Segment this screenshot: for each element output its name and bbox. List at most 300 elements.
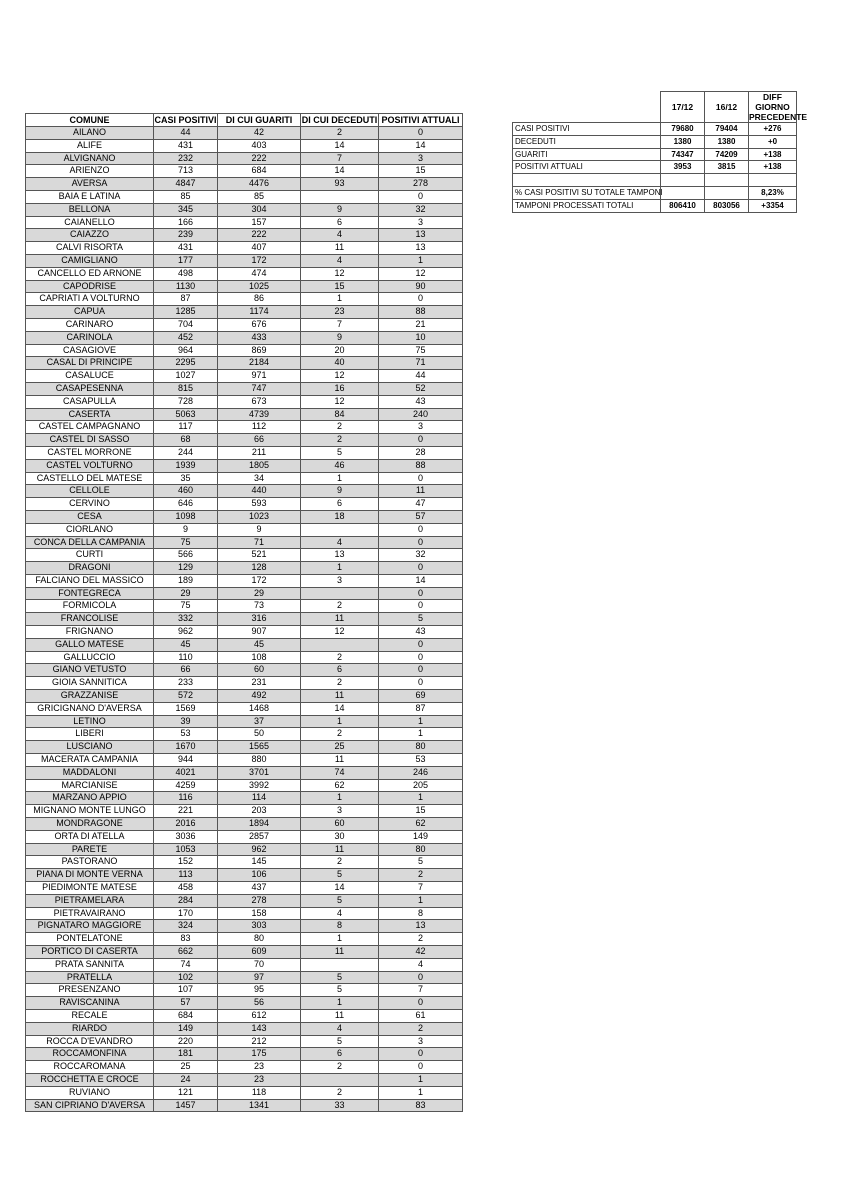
table-row — [26, 139, 463, 152]
header-guariti: DI CUI GUARITI — [218, 114, 301, 127]
cell-casi-positivi: 75 — [154, 600, 218, 613]
cell-casi-positivi: 431 — [154, 139, 218, 152]
table-row — [26, 190, 463, 203]
cell-comune: MARCIANISE — [26, 779, 154, 792]
cell-guariti: 316 — [218, 613, 301, 626]
cell-casi-positivi: 345 — [154, 203, 218, 216]
cell-positivi-attuali: 0 — [379, 190, 463, 203]
summary-row — [513, 161, 797, 174]
cell-comune: GALLUCCIO — [26, 651, 154, 664]
table-row — [26, 165, 463, 178]
cell-positivi-attuali: 1 — [379, 894, 463, 907]
cell-guariti: 1805 — [218, 459, 301, 472]
cell-positivi-attuali: 0 — [379, 434, 463, 447]
table-row — [26, 229, 463, 242]
summary-diff: +3354 — [749, 199, 797, 212]
cell-guariti: 304 — [218, 203, 301, 216]
cell-comune: CARINARO — [26, 318, 154, 331]
cell-guariti: 143 — [218, 1022, 301, 1035]
cell-guariti: 34 — [218, 472, 301, 485]
cell-casi-positivi: 704 — [154, 318, 218, 331]
cell-casi-positivi: 566 — [154, 549, 218, 562]
cell-guariti: 676 — [218, 318, 301, 331]
comuni-table-body — [26, 127, 463, 1112]
cell-casi-positivi: 121 — [154, 1086, 218, 1099]
cell-positivi-attuali: 10 — [379, 331, 463, 344]
table-row — [26, 536, 463, 549]
cell-guariti: 1023 — [218, 510, 301, 523]
cell-deceduti: 14 — [301, 882, 379, 895]
table-row — [26, 216, 463, 229]
cell-deceduti: 2 — [301, 127, 379, 140]
summary-value-1712: 79680 — [661, 123, 705, 136]
cell-casi-positivi: 181 — [154, 1048, 218, 1061]
cell-deceduti — [301, 190, 379, 203]
summary-row — [513, 199, 797, 212]
cell-guariti: 45 — [218, 638, 301, 651]
cell-casi-positivi: 25 — [154, 1061, 218, 1074]
cell-casi-positivi: 68 — [154, 434, 218, 447]
cell-guariti: 231 — [218, 677, 301, 690]
header-deceduti: DI CUI DECEDUTI — [301, 115, 378, 125]
cell-comune: CALVI RISORTA — [26, 242, 154, 255]
table-row — [26, 178, 463, 191]
table-row — [26, 434, 463, 447]
cell-casi-positivi: 815 — [154, 382, 218, 395]
cell-deceduti: 1 — [301, 562, 379, 575]
cell-guariti: 440 — [218, 485, 301, 498]
cell-positivi-attuali: 2 — [379, 933, 463, 946]
cell-deceduti: 40 — [301, 357, 379, 370]
cell-guariti: 1565 — [218, 741, 301, 754]
cell-guariti: 907 — [218, 626, 301, 639]
summary-diff: +0 — [749, 135, 797, 148]
cell-guariti: 114 — [218, 792, 301, 805]
summary-label: % CASI POSITIVI SU TOTALE TAMPONI — [513, 186, 661, 199]
cell-casi-positivi: 102 — [154, 971, 218, 984]
cell-comune: BELLONA — [26, 203, 154, 216]
cell-positivi-attuali: 90 — [379, 280, 463, 293]
cell-positivi-attuali: 32 — [379, 203, 463, 216]
summary-value-1712: 3953 — [661, 161, 705, 174]
table-row — [26, 1061, 463, 1074]
table-row — [26, 754, 463, 767]
table-row — [26, 408, 463, 421]
cell-comune: CAIANELLO — [26, 216, 154, 229]
cell-deceduti: 9 — [301, 203, 379, 216]
cell-deceduti: 20 — [301, 344, 379, 357]
cell-positivi-attuali: 53 — [379, 754, 463, 767]
cell-positivi-attuali: 4 — [379, 958, 463, 971]
cell-deceduti: 2 — [301, 421, 379, 434]
table-row — [26, 856, 463, 869]
cell-deceduti: 11 — [301, 690, 379, 703]
cell-positivi-attuali: 80 — [379, 741, 463, 754]
cell-deceduti: 15 — [301, 280, 379, 293]
cell-positivi-attuali: 0 — [379, 293, 463, 306]
cell-comune: FRIGNANO — [26, 626, 154, 639]
cell-deceduti: 1 — [301, 933, 379, 946]
cell-casi-positivi: 1130 — [154, 280, 218, 293]
cell-comune: AILANO — [26, 127, 154, 140]
cell-casi-positivi: 85 — [154, 190, 218, 203]
cell-comune: ALVIGNANO — [26, 152, 154, 165]
cell-positivi-attuali: 1 — [379, 792, 463, 805]
table-row — [26, 664, 463, 677]
cell-deceduti: 7 — [301, 152, 379, 165]
summary-diff: +138 — [749, 161, 797, 174]
cell-deceduti: 25 — [301, 741, 379, 754]
summary-label: DECEDUTI — [513, 135, 661, 148]
cell-positivi-attuali: 0 — [379, 472, 463, 485]
cell-guariti: 157 — [218, 216, 301, 229]
table-row — [26, 1048, 463, 1061]
cell-comune: CASAPESENNA — [26, 382, 154, 395]
cell-guariti: 172 — [218, 254, 301, 267]
cell-positivi-attuali: 3 — [379, 1035, 463, 1048]
cell-positivi-attuali: 61 — [379, 1009, 463, 1022]
cell-casi-positivi: 458 — [154, 882, 218, 895]
cell-guariti: 433 — [218, 331, 301, 344]
cell-deceduti: 11 — [301, 1009, 379, 1022]
cell-deceduti: 2 — [301, 434, 379, 447]
cell-deceduti: 6 — [301, 1048, 379, 1061]
cell-casi-positivi: 332 — [154, 613, 218, 626]
cell-casi-positivi: 498 — [154, 267, 218, 280]
cell-positivi-attuali: 0 — [379, 677, 463, 690]
summary-label — [513, 174, 661, 187]
cell-deceduti: 16 — [301, 382, 379, 395]
table-row — [26, 613, 463, 626]
table-row — [26, 702, 463, 715]
cell-comune: ALIFE — [26, 139, 154, 152]
cell-comune: RECALE — [26, 1009, 154, 1022]
cell-deceduti: 2 — [301, 651, 379, 664]
cell-positivi-attuali: 57 — [379, 510, 463, 523]
cell-guariti: 747 — [218, 382, 301, 395]
cell-casi-positivi: 57 — [154, 997, 218, 1010]
cell-guariti: 158 — [218, 907, 301, 920]
cell-guariti: 71 — [218, 536, 301, 549]
cell-guariti: 108 — [218, 651, 301, 664]
summary-label: TAMPONI PROCESSATI TOTALI — [513, 199, 661, 212]
cell-deceduti — [301, 523, 379, 536]
summary-value-1612: 803056 — [705, 199, 749, 212]
cell-guariti: 612 — [218, 1009, 301, 1022]
cell-positivi-attuali: 0 — [379, 664, 463, 677]
cell-guariti: 2857 — [218, 830, 301, 843]
cell-casi-positivi: 149 — [154, 1022, 218, 1035]
cell-deceduti: 46 — [301, 459, 379, 472]
cell-positivi-attuali: 0 — [379, 997, 463, 1010]
cell-casi-positivi: 66 — [154, 664, 218, 677]
cell-positivi-attuali: 88 — [379, 306, 463, 319]
cell-comune: PRATA SANNITA — [26, 958, 154, 971]
table-row — [26, 638, 463, 651]
cell-casi-positivi: 239 — [154, 229, 218, 242]
cell-positivi-attuali: 11 — [379, 485, 463, 498]
cell-deceduti: 2 — [301, 728, 379, 741]
cell-casi-positivi: 431 — [154, 242, 218, 255]
cell-deceduti: 5 — [301, 984, 379, 997]
cell-deceduti: 1 — [301, 997, 379, 1010]
cell-comune: DRAGONI — [26, 562, 154, 575]
cell-casi-positivi: 1939 — [154, 459, 218, 472]
cell-guariti: 4739 — [218, 408, 301, 421]
table-row — [26, 485, 463, 498]
table-row — [26, 1086, 463, 1099]
cell-guariti: 2184 — [218, 357, 301, 370]
table-row — [26, 741, 463, 754]
cell-casi-positivi: 964 — [154, 344, 218, 357]
summary-header-date-1: 17/12 — [661, 92, 705, 123]
table-row — [26, 984, 463, 997]
cell-positivi-attuali: 0 — [379, 1048, 463, 1061]
cell-comune: PIANA DI MONTE VERNA — [26, 869, 154, 882]
cell-deceduti: 4 — [301, 254, 379, 267]
table-row — [26, 997, 463, 1010]
cell-comune: CAPRIATI A VOLTURNO — [26, 293, 154, 306]
cell-guariti: 56 — [218, 997, 301, 1010]
table-row — [26, 958, 463, 971]
summary-table — [512, 91, 808, 213]
table-row — [26, 1099, 463, 1112]
cell-guariti: 3992 — [218, 779, 301, 792]
table-row — [26, 933, 463, 946]
cell-comune: PIETRAVAIRANO — [26, 907, 154, 920]
cell-positivi-attuali: 43 — [379, 626, 463, 639]
cell-casi-positivi: 113 — [154, 869, 218, 882]
cell-deceduti: 11 — [301, 754, 379, 767]
cell-comune: BAIA E LATINA — [26, 190, 154, 203]
cell-guariti: 684 — [218, 165, 301, 178]
cell-deceduti: 12 — [301, 626, 379, 639]
table-row — [26, 766, 463, 779]
cell-positivi-attuali: 0 — [379, 536, 463, 549]
cell-positivi-attuali: 15 — [379, 805, 463, 818]
cell-comune: ROCCAROMANA — [26, 1061, 154, 1074]
table-row — [26, 421, 463, 434]
cell-comune: PRATELLA — [26, 971, 154, 984]
cell-positivi-attuali: 0 — [379, 600, 463, 613]
table-row — [26, 446, 463, 459]
cell-deceduti: 11 — [301, 843, 379, 856]
cell-deceduti: 74 — [301, 766, 379, 779]
cell-positivi-attuali: 12 — [379, 267, 463, 280]
cell-comune: CASTEL MORRONE — [26, 446, 154, 459]
cell-comune: FONTEGRECA — [26, 587, 154, 600]
cell-casi-positivi: 662 — [154, 946, 218, 959]
cell-positivi-attuali: 240 — [379, 408, 463, 421]
summary-value-1712 — [661, 186, 705, 199]
summary-diff: 8,23% — [749, 186, 797, 199]
summary-value-1712: 806410 — [661, 199, 705, 212]
table-row — [26, 382, 463, 395]
cell-deceduti — [301, 638, 379, 651]
cell-casi-positivi: 152 — [154, 856, 218, 869]
cell-positivi-attuali: 14 — [379, 574, 463, 587]
cell-deceduti: 2 — [301, 600, 379, 613]
cell-deceduti: 1 — [301, 293, 379, 306]
cell-casi-positivi: 572 — [154, 690, 218, 703]
cell-deceduti: 3 — [301, 574, 379, 587]
cell-positivi-attuali: 52 — [379, 382, 463, 395]
cell-comune: MARZANO APPIO — [26, 792, 154, 805]
cell-comune: CASAPULLA — [26, 395, 154, 408]
cell-positivi-attuali: 28 — [379, 446, 463, 459]
cell-positivi-attuali: 13 — [379, 229, 463, 242]
cell-guariti: 172 — [218, 574, 301, 587]
cell-positivi-attuali: 246 — [379, 766, 463, 779]
table-row — [26, 498, 463, 511]
cell-comune: LIBERI — [26, 728, 154, 741]
cell-casi-positivi: 116 — [154, 792, 218, 805]
cell-guariti: 593 — [218, 498, 301, 511]
cell-deceduti: 5 — [301, 446, 379, 459]
cell-positivi-attuali: 205 — [379, 779, 463, 792]
cell-casi-positivi: 44 — [154, 127, 218, 140]
cell-positivi-attuali: 0 — [379, 523, 463, 536]
cell-casi-positivi: 87 — [154, 293, 218, 306]
cell-positivi-attuali: 75 — [379, 344, 463, 357]
summary-row — [513, 186, 797, 199]
header-casi-positivi: CASI POSITIVI — [154, 115, 217, 125]
summary-value-1712 — [661, 174, 705, 187]
cell-deceduti: 30 — [301, 830, 379, 843]
cell-deceduti: 93 — [301, 178, 379, 191]
cell-comune: GRAZZANISE — [26, 690, 154, 703]
cell-deceduti — [301, 958, 379, 971]
cell-guariti: 85 — [218, 190, 301, 203]
cell-deceduti: 60 — [301, 818, 379, 831]
table-row — [26, 523, 463, 536]
cell-deceduti: 13 — [301, 549, 379, 562]
cell-comune: CASTEL DI SASSO — [26, 434, 154, 447]
cell-deceduti: 1 — [301, 472, 379, 485]
cell-deceduti: 62 — [301, 779, 379, 792]
cell-guariti: 175 — [218, 1048, 301, 1061]
cell-casi-positivi: 244 — [154, 446, 218, 459]
cell-guariti: 962 — [218, 843, 301, 856]
cell-casi-positivi: 75 — [154, 536, 218, 549]
table-row — [26, 792, 463, 805]
table-row — [26, 690, 463, 703]
table-row — [26, 510, 463, 523]
table-row — [26, 318, 463, 331]
summary-row — [513, 135, 797, 148]
cell-comune: CASALUCE — [26, 370, 154, 383]
table-row — [26, 677, 463, 690]
cell-positivi-attuali: 62 — [379, 818, 463, 831]
cell-deceduti: 5 — [301, 869, 379, 882]
cell-casi-positivi: 170 — [154, 907, 218, 920]
cell-deceduti: 6 — [301, 664, 379, 677]
table-row — [26, 779, 463, 792]
table-row — [26, 472, 463, 485]
cell-casi-positivi: 74 — [154, 958, 218, 971]
cell-comune: ROCCHETTA E CROCE — [26, 1073, 154, 1086]
table-row — [26, 1035, 463, 1048]
cell-deceduti: 5 — [301, 971, 379, 984]
cell-casi-positivi: 684 — [154, 1009, 218, 1022]
cell-casi-positivi: 233 — [154, 677, 218, 690]
table-row — [26, 1009, 463, 1022]
cell-positivi-attuali: 7 — [379, 882, 463, 895]
cell-casi-positivi: 324 — [154, 920, 218, 933]
cell-guariti: 403 — [218, 139, 301, 152]
cell-deceduti: 12 — [301, 395, 379, 408]
cell-casi-positivi: 45 — [154, 638, 218, 651]
table-row — [26, 882, 463, 895]
summary-header-date-2: 16/12 — [705, 92, 749, 123]
cell-comune: CAIAZZO — [26, 229, 154, 242]
cell-comune: CASTEL CAMPAGNANO — [26, 421, 154, 434]
summary-label: CASI POSITIVI — [513, 123, 661, 136]
cell-casi-positivi: 107 — [154, 984, 218, 997]
cell-guariti: 1894 — [218, 818, 301, 831]
cell-positivi-attuali: 88 — [379, 459, 463, 472]
cell-comune: FRANCOLISE — [26, 613, 154, 626]
cell-casi-positivi: 24 — [154, 1073, 218, 1086]
cell-casi-positivi: 1098 — [154, 510, 218, 523]
cell-comune: ARIENZO — [26, 165, 154, 178]
table-row — [26, 254, 463, 267]
header-positivi-attuali: POSITIVI ATTUALI — [379, 114, 463, 127]
table-row — [26, 370, 463, 383]
cell-casi-positivi: 1027 — [154, 370, 218, 383]
cell-casi-positivi: 962 — [154, 626, 218, 639]
cell-comune: CASERTA — [26, 408, 154, 421]
cell-deceduti: 3 — [301, 805, 379, 818]
cell-guariti: 1468 — [218, 702, 301, 715]
cell-comune: RAVISCANINA — [26, 997, 154, 1010]
cell-comune: FALCIANO DEL MASSICO — [26, 574, 154, 587]
cell-positivi-attuali: 13 — [379, 242, 463, 255]
cell-casi-positivi: 728 — [154, 395, 218, 408]
cell-guariti: 66 — [218, 434, 301, 447]
cell-guariti: 673 — [218, 395, 301, 408]
cell-casi-positivi: 2016 — [154, 818, 218, 831]
cell-guariti: 70 — [218, 958, 301, 971]
cell-comune: MADDALONI — [26, 766, 154, 779]
cell-guariti: 73 — [218, 600, 301, 613]
table-row — [26, 600, 463, 613]
cell-comune: GIOIA SANNITICA — [26, 677, 154, 690]
table-row — [26, 971, 463, 984]
cell-casi-positivi: 1670 — [154, 741, 218, 754]
cell-guariti: 407 — [218, 242, 301, 255]
cell-deceduti: 2 — [301, 677, 379, 690]
cell-positivi-attuali: 0 — [379, 127, 463, 140]
table-row — [26, 203, 463, 216]
cell-guariti: 521 — [218, 549, 301, 562]
cell-comune: CAPUA — [26, 306, 154, 319]
cell-casi-positivi: 1569 — [154, 702, 218, 715]
cell-guariti: 23 — [218, 1061, 301, 1074]
cell-positivi-attuali: 47 — [379, 498, 463, 511]
cell-deceduti: 5 — [301, 894, 379, 907]
summary-value-1712: 1380 — [661, 135, 705, 148]
cell-deceduti: 4 — [301, 229, 379, 242]
cell-guariti: 609 — [218, 946, 301, 959]
cell-deceduti: 7 — [301, 318, 379, 331]
cell-positivi-attuali: 15 — [379, 165, 463, 178]
cell-comune: FORMICOLA — [26, 600, 154, 613]
table-row — [26, 1022, 463, 1035]
table-row — [26, 152, 463, 165]
table-row — [26, 946, 463, 959]
cell-comune: PIETRAMELARA — [26, 894, 154, 907]
